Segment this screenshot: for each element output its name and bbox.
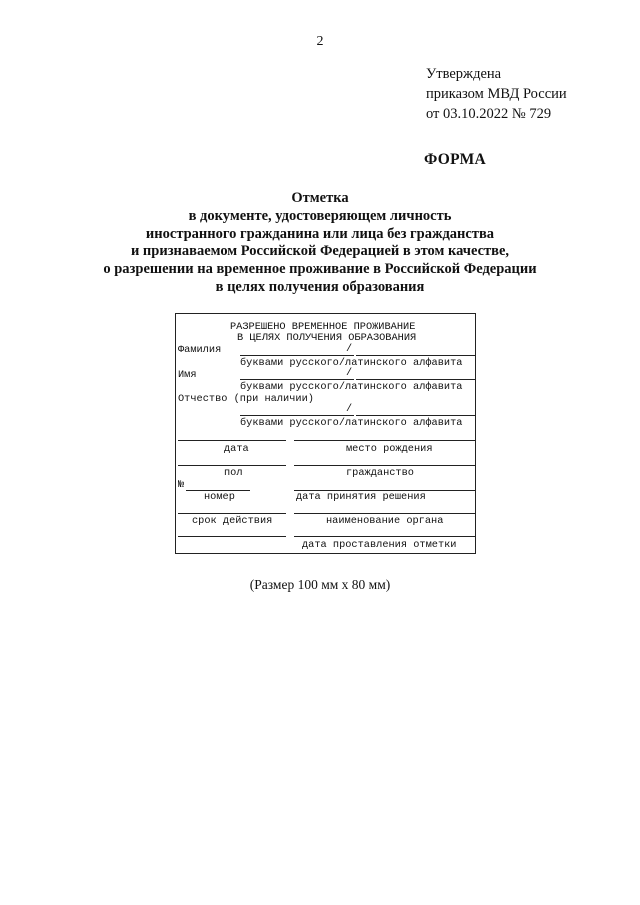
- name-alphabet-hint: буквами русского/латинского алфавита: [240, 381, 463, 393]
- surname-label: Фамилия: [178, 344, 222, 356]
- birthplace-line: [294, 440, 475, 441]
- stamp-form: [175, 313, 476, 554]
- authority-label: наименование органа: [326, 515, 444, 527]
- number-sign: №: [178, 479, 185, 491]
- sex-line: [178, 465, 286, 466]
- surname-latin-line: [356, 355, 475, 356]
- mark-date-line: [294, 536, 475, 537]
- patronymic-latin-line: [356, 415, 475, 416]
- citizenship-label: гражданство: [346, 467, 414, 479]
- approval-line-1: Утверждена: [426, 66, 502, 82]
- document-heading: [60, 190, 580, 297]
- signature-line: [178, 536, 286, 537]
- name-cyrillic-line: [240, 379, 354, 380]
- heading-line-1: Отметка: [291, 190, 349, 206]
- date-line: [178, 440, 286, 441]
- stamp-title-line-1: РАЗРЕШЕНО ВРЕМЕННОЕ ПРОЖИВАНИЕ: [230, 321, 416, 333]
- name-latin-line: [356, 379, 475, 380]
- patronymic-label: Отчество (при наличии): [178, 393, 314, 405]
- patronymic-alphabet-hint: буквами русского/латинского алфавита: [240, 417, 463, 429]
- sex-label: пол: [224, 467, 243, 479]
- heading-line-2: в документе, удостоверяющем личность: [188, 207, 452, 224]
- number-label: номер: [204, 491, 235, 503]
- approval-block: [426, 64, 567, 124]
- heading-line-6: в целях получения образования: [215, 278, 425, 295]
- birthplace-label: место рождения: [346, 443, 433, 455]
- size-note: (Размер 100 мм х 80 мм): [249, 577, 391, 592]
- decision-date-label: дата принятия решения: [296, 491, 426, 503]
- heading-line-3: иностранного гражданина или лица без гражданства: [145, 225, 495, 242]
- mark-date-label: дата проставления отметки: [302, 539, 457, 551]
- patronymic-slash: /: [346, 403, 353, 415]
- name-slash: /: [346, 367, 353, 379]
- stamp-title-line-2: В ЦЕЛЯХ ПОЛУЧЕНИЯ ОБРАЗОВАНИЯ: [237, 332, 417, 344]
- validity-line: [178, 513, 286, 514]
- surname-alphabet-hint: буквами русского/латинского алфавита: [240, 357, 463, 369]
- date-label: дата: [224, 443, 249, 455]
- form-label: ФОРМА: [424, 151, 487, 168]
- heading-line-4: и признаваемом Российской Федерацией в этом качестве,: [130, 243, 510, 260]
- approval-line-3: от 03.10.2022 № 729: [426, 106, 552, 122]
- approval-line-2: приказом МВД России: [426, 86, 567, 102]
- patronymic-cyrillic-line: [240, 415, 354, 416]
- authority-line: [294, 513, 475, 514]
- name-label: Имя: [178, 369, 197, 381]
- validity-label: срок действия: [192, 515, 273, 527]
- surname-slash: /: [346, 343, 353, 355]
- surname-cyrillic-line: [240, 355, 354, 356]
- page-number: 2: [316, 34, 324, 49]
- heading-line-5: о разрешении на временное проживание в Российской Федерации: [103, 261, 537, 278]
- citizenship-line: [294, 465, 475, 466]
